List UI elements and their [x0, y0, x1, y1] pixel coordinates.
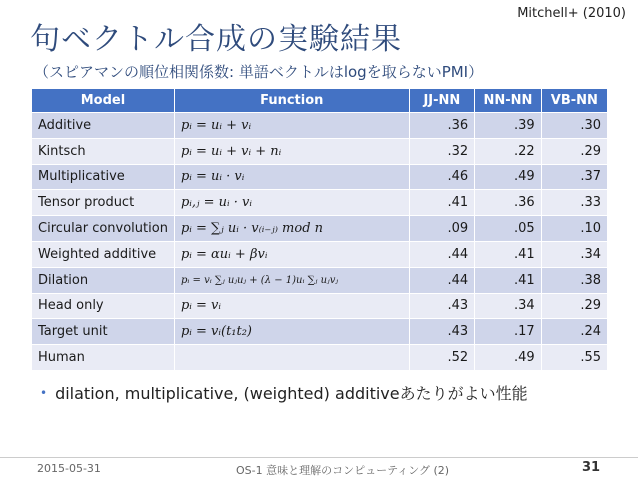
table-row [32, 241, 608, 267]
table-header-row [32, 89, 608, 113]
cell-jj-nn: .36 [409, 113, 475, 139]
cell-function: pᵢ = ∑ⱼ uᵢ · v₍ᵢ₋ⱼ₎ mod n [174, 216, 409, 242]
footer-course-title: OS-1 意味と理解のコンピューティング (2) [236, 464, 450, 477]
cell-function: pᵢ = vᵢ(t₁t₂) [174, 319, 409, 345]
cell-nn-nn: .49 [475, 164, 542, 190]
cell-nn-nn: .41 [475, 267, 542, 293]
cell-vb-nn: .55 [541, 345, 607, 371]
cell-jj-nn: .43 [409, 319, 475, 345]
cell-nn-nn: .49 [475, 345, 542, 371]
cell-vb-nn: .37 [541, 164, 607, 190]
table-row [32, 190, 608, 216]
header-function: Function [174, 89, 409, 113]
cell-vb-nn: .30 [541, 113, 607, 139]
cell-nn-nn: .36 [475, 190, 542, 216]
cell-nn-nn: .41 [475, 241, 542, 267]
cell-model: Multiplicative [32, 164, 175, 190]
cell-nn-nn: .17 [475, 319, 542, 345]
table-row [32, 216, 608, 242]
cell-function: pᵢ = vᵢ [174, 293, 409, 319]
cell-function: pᵢ = uᵢ + vᵢ [174, 113, 409, 139]
cell-vb-nn: .38 [541, 267, 607, 293]
header-vb-nn: VB-NN [541, 89, 607, 113]
cell-vb-nn: .34 [541, 241, 607, 267]
cell-vb-nn: .29 [541, 293, 607, 319]
cell-function: pᵢ = αuᵢ + βvᵢ [174, 241, 409, 267]
cell-jj-nn: .09 [409, 216, 475, 242]
cell-model: Additive [32, 113, 175, 139]
cell-model: Weighted additive [32, 241, 175, 267]
footer-divider [0, 457, 638, 458]
cell-nn-nn: .05 [475, 216, 542, 242]
citation: Mitchell+ (2010) [517, 6, 626, 21]
cell-jj-nn: .52 [409, 345, 475, 371]
cell-model: Head only [32, 293, 175, 319]
cell-vb-nn: .10 [541, 216, 607, 242]
cell-model: Tensor product [32, 190, 175, 216]
cell-function: pᵢ = uᵢ + vᵢ + nᵢ [174, 138, 409, 164]
header-jj-nn: JJ-NN [409, 89, 475, 113]
cell-nn-nn: .22 [475, 138, 542, 164]
cell-function: pᵢ = vᵢ ∑ⱼ uⱼuⱼ + (λ − 1)uᵢ ∑ⱼ uⱼvⱼ [174, 267, 409, 293]
table-row [32, 164, 608, 190]
bullet-text: dilation, multiplicative, (weighted) additiveあたりがよい性能 [55, 384, 528, 403]
cell-model: Dilation [32, 267, 175, 293]
table-row [32, 293, 608, 319]
slide-subtitle: （スピアマンの順位相関係数: 単語ベクトルはlogを取らないPMI） [34, 63, 484, 81]
table-row [32, 319, 608, 345]
cell-nn-nn: .34 [475, 293, 542, 319]
table-row [32, 345, 608, 371]
cell-jj-nn: .32 [409, 138, 475, 164]
bullet-marker: • [40, 386, 48, 400]
cell-function: pᵢ = uᵢ · vᵢ [174, 164, 409, 190]
table-row [32, 138, 608, 164]
cell-function [174, 345, 409, 371]
results-table [31, 88, 608, 371]
cell-jj-nn: .41 [409, 190, 475, 216]
cell-model: Kintsch [32, 138, 175, 164]
cell-vb-nn: .33 [541, 190, 607, 216]
footer-date: 2015-05-31 [37, 462, 101, 475]
cell-model: Target unit [32, 319, 175, 345]
cell-model: Human [32, 345, 175, 371]
cell-vb-nn: .24 [541, 319, 607, 345]
cell-jj-nn: .43 [409, 293, 475, 319]
cell-jj-nn: .46 [409, 164, 475, 190]
header-model: Model [32, 89, 175, 113]
table-row [32, 267, 608, 293]
cell-function: pᵢ,ⱼ = uᵢ · vᵢ [174, 190, 409, 216]
cell-jj-nn: .44 [409, 241, 475, 267]
header-nn-nn: NN-NN [475, 89, 542, 113]
cell-vb-nn: .29 [541, 138, 607, 164]
cell-jj-nn: .44 [409, 267, 475, 293]
summary-bullet [40, 381, 528, 404]
cell-nn-nn: .39 [475, 113, 542, 139]
cell-model: Circular convolution [32, 216, 175, 242]
page-number: 31 [582, 460, 601, 475]
table-row [32, 113, 608, 139]
slide-title: 句ベクトル合成の実験結果 [30, 22, 402, 57]
